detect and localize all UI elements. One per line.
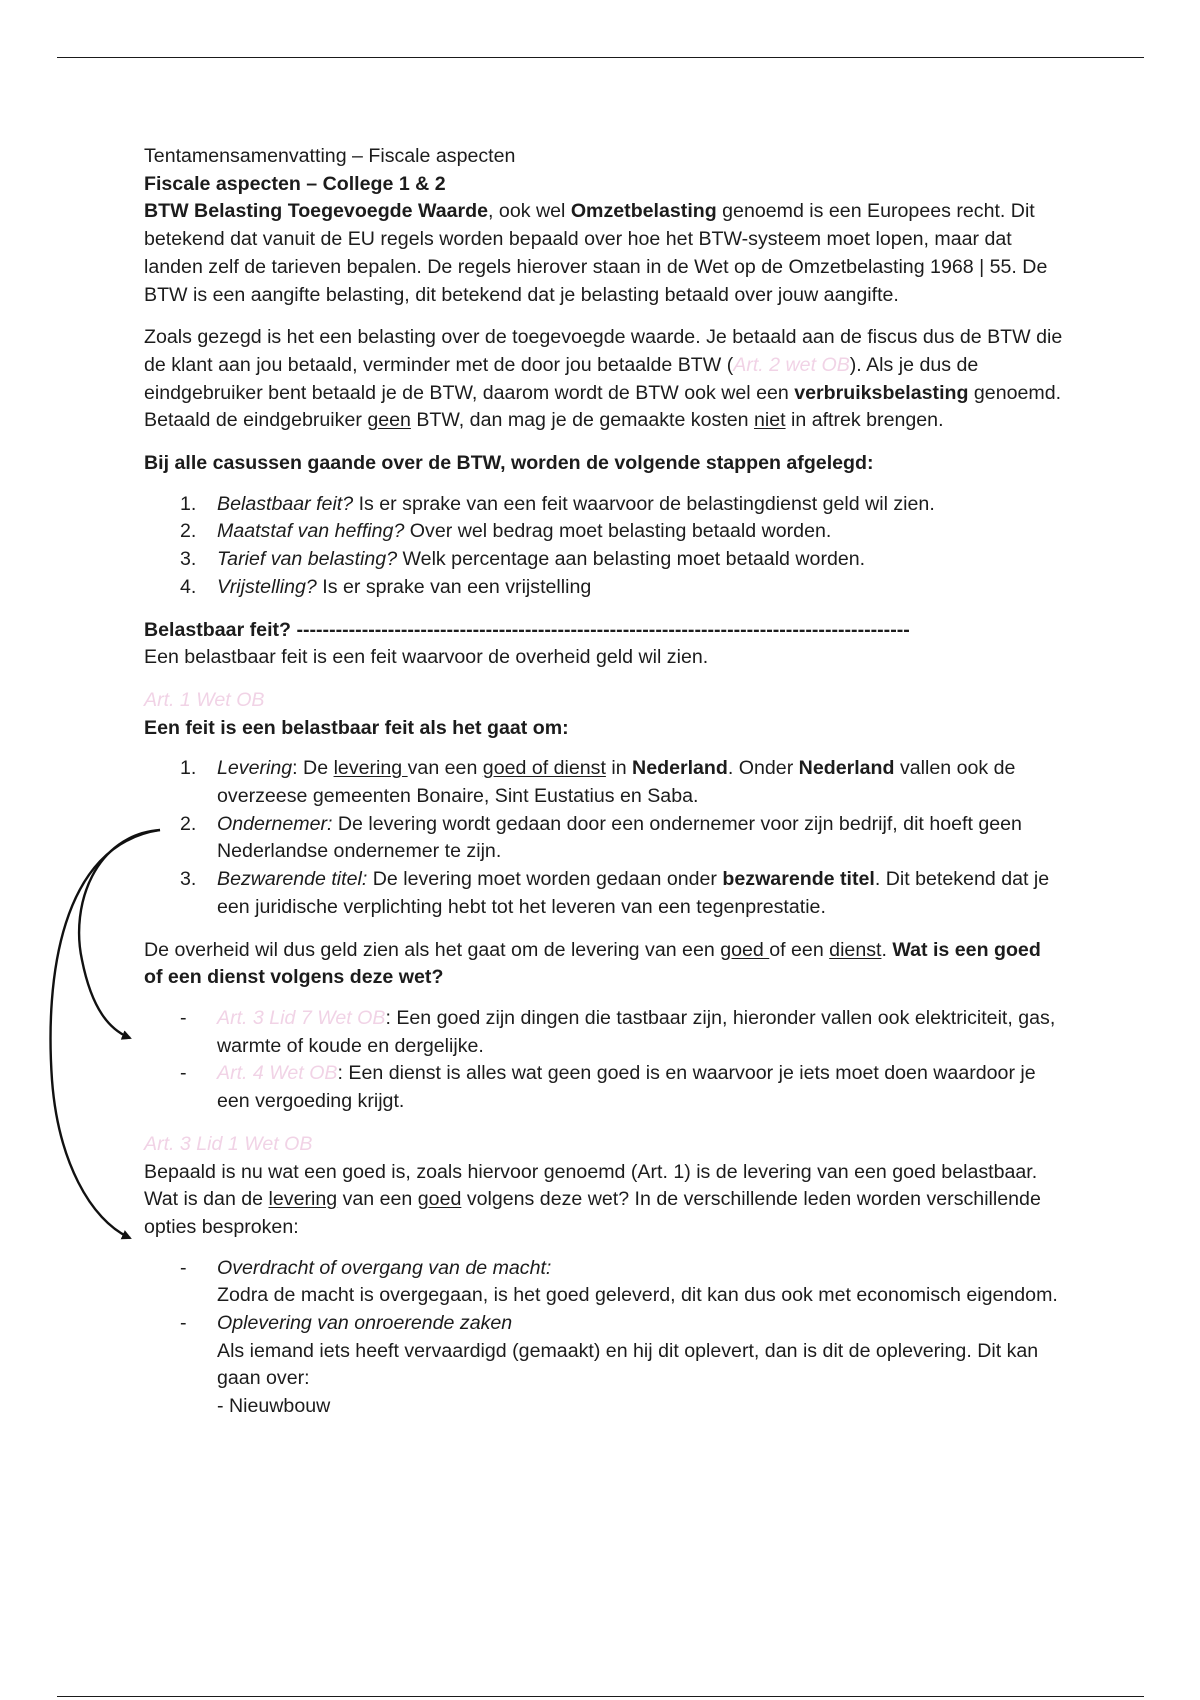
document-page [144,143,1064,1421]
header-rule [57,57,1144,58]
belastbaar-feit-text: Een belastbaar feit is een feit waarvoor de overheid geld wil zien. [144,646,709,669]
feit-list [144,755,1064,921]
law-reference: Art. 2 wet OB [733,353,850,376]
law-reference: Art. 4 Wet OB [217,1062,338,1085]
paragraph-levering: Bepaald is nu wat een goed is, zoals hiervoor genoemd (Art. 1) is de levering van een goed belastbaar. Wat is dan de levering van een goed volgens deze wet? In de verschillende leden worden verschillende opties besproken: [144,1160,1041,1238]
paragraph-btw-intro: BTW Belasting Toegevoegde Waarde, ook wel Omzetbelasting genoemd is een Europees recht. Dit betekend dat vanuit de EU regels worden bepaald over hoe het BTW-systeem moet lopen, maar dat landen zelf de tarieven bepalen. De regels hierover staan in de Wet op de Omzetbelasting 1968 | 55. De BTW is een aangifte belasting, dit betekend dat je belasting betaald over jouw aangifte. [144,200,1048,306]
header-title: Tentamensamenvatting – Fiscale aspecten [144,145,516,167]
feit-heading: Een feit is een belastbaar feit als het gaat om: [144,716,569,739]
list-item: - Overdracht of overgang van de macht: Zodra de macht is overgegaan, is het goed geleverd, dit kan dus ook met economisch eigendom. [180,1256,1058,1307]
paragraph-toegevoegde-waarde: Zoals gezegd is het een belasting over de toegevoegde waarde. Je betaald aan de fiscus dus de BTW die de klant aan jou betaald, verminder met de door jou betaalde BTW (Art. 2 wet OB). Als je dus de eindgebruiker bent betaald je de BTW, daarom wordt de BTW ook wel een verbruiksbelasting genoemd. Betaald de eindgebruiker geen BTW, dan mag je de gemaakte kosten niet in aftrek brengen. [144,326,1063,432]
levering-list [144,1255,1064,1421]
definition-list [144,1005,1064,1116]
list-item: 2. Ondernemer: De levering wordt gedaan door een ondernemer voor zijn bedrijf, dit hoeft geen Nederlandse ondernemer te zijn. [180,812,1022,863]
paragraph-goed-dienst: De overheid wil dus geld zien als het gaat om de levering van een goed of een dienst. Wat is een goed of een dienst volgens deze wet? [144,938,1041,989]
footer-rule [57,1696,1144,1697]
art1-reference: Art. 1 Wet OB [144,688,265,711]
list-item: - Art. 4 Wet OB: Een dienst is alles wat geen goed is en waarvoor je iets moet doen waardoor je een vergoeding krijgt. [180,1062,1036,1113]
list-item: 3. Bezwarende titel: De levering moet worden gedaan onder bezwarende titel. Dit betekend dat je een juridische verplichting hebt tot het leveren van een tegenprestatie. [180,868,1050,918]
art3-reference: Art. 3 Lid 1 Wet OB [144,1132,313,1155]
steps-list [144,491,1064,602]
belastbaar-feit-heading: Belastbaar feit? ---------------------------------------------------------------------------------------------- [144,618,910,641]
section-title: Fiscale aspecten – College 1 & 2 [144,172,446,195]
list-item: 1. Levering: De levering van een goed of dienst in Nederland. Onder Nederland vallen ook de overzeese gemeenten Bonaire, Sint Eustatius en Saba. [180,757,1016,808]
list-item: 1. Belastbaar feit? Is er sprake van een feit waarvoor de belastingdienst geld wil zien. [180,492,935,515]
list-item: - Art. 3 Lid 7 Wet OB: Een goed zijn dingen die tastbaar zijn, hieronder vallen ook elektriciteit, gas, warmte of koude en dergelijke. [180,1006,1056,1057]
list-item: 4. Vrijstelling? Is er sprake van een vrijstelling [180,575,592,598]
law-reference: Art. 3 Lid 7 Wet OB [217,1006,386,1029]
list-item: - Oplevering van onroerende zaken Als iemand iets heeft vervaardigd (gemaakt) en hij dit oplevert, dan is dit de oplevering. Dit kan gaan over: - Nieuwbouw [180,1312,1039,1418]
steps-heading: Bij alle casussen gaande over de BTW, worden de volgende stappen afgelegd: [144,452,874,475]
list-item: 2. Maatstaf van heffing? Over wel bedrag moet belasting betaald worden. [180,520,832,543]
list-item: 3. Tarief van belasting? Welk percentage aan belasting moet betaald worden. [180,548,866,571]
